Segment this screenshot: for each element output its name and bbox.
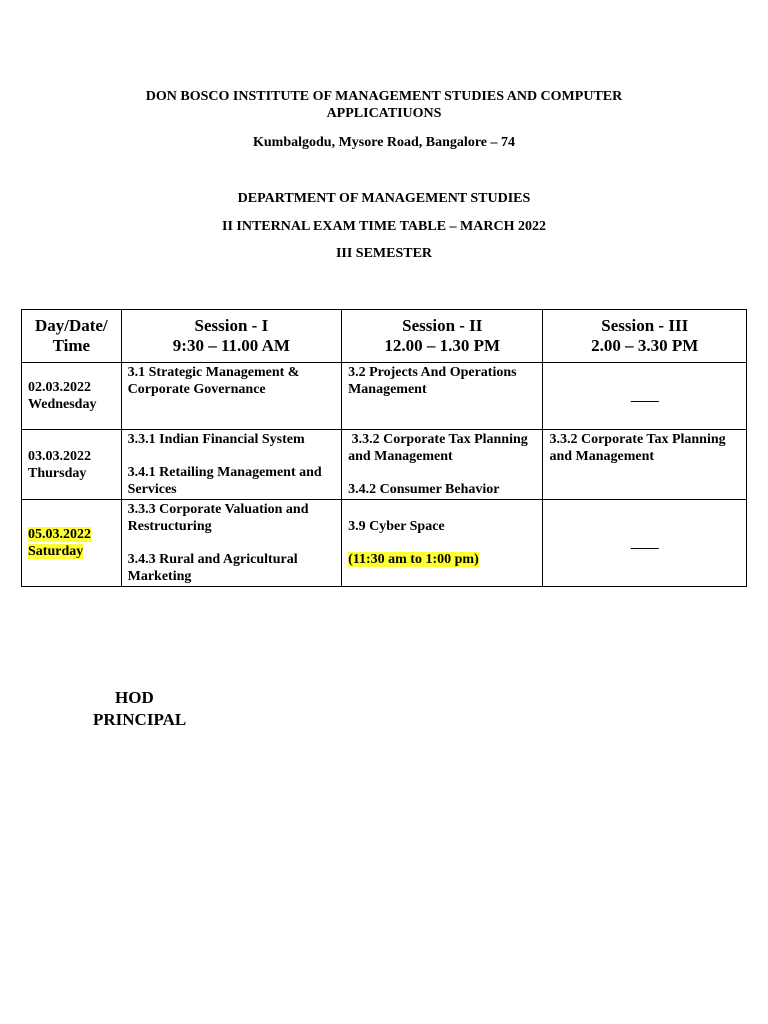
principal-signature-label: PRINCIPAL — [93, 710, 187, 729]
header-session-2 — [342, 310, 543, 363]
session-2-cell — [342, 430, 543, 500]
header-s1-line1: Session - I — [194, 316, 269, 335]
row-date-cell — [22, 363, 122, 430]
session-time-note: (11:30 am to 1:00 pm) — [348, 552, 479, 567]
table-row — [22, 500, 747, 587]
department-title: DEPARTMENT OF MANAGEMENT STUDIES — [237, 191, 531, 206]
subject-entry: 3.3.3 Corporate Valuation and Restructuring — [127, 502, 309, 534]
row-date-cell — [22, 430, 122, 500]
hod-signature-label: HOD — [115, 688, 154, 707]
row-date: 02.03.2022 — [28, 380, 91, 395]
session-1-cell — [121, 500, 341, 587]
header-s2-line2: 12.00 – 1.30 PM — [384, 336, 501, 355]
session-2-cell — [342, 500, 543, 587]
subject-entry: 3.1 Strategic Management & Corporate Governance — [127, 365, 300, 397]
header-session-1 — [121, 310, 341, 363]
subject-entry: 3.4.1 Retailing Management and Services — [127, 465, 322, 497]
header-day-date-time — [22, 310, 122, 363]
header-s1-line2: 9:30 – 11.00 AM — [172, 336, 290, 355]
subject-entry: 3.3.2 Corporate Tax Planning and Management — [348, 432, 532, 464]
empty-session-dash: ____ — [630, 535, 659, 551]
subject-entry: 3.3.1 Indian Financial System — [127, 432, 305, 447]
subject-entry: 3.2 Projects And Operations Management — [348, 365, 517, 397]
session-3-cell — [543, 500, 747, 587]
session-3-cell — [543, 430, 747, 500]
session-2-cell — [342, 363, 543, 430]
header-col0-line1: Day/Date/ — [34, 316, 108, 335]
exam-timetable — [21, 309, 747, 587]
header-s3-line1: Session - III — [601, 316, 689, 335]
row-day: Saturday — [28, 544, 84, 559]
row-date: 05.03.2022 — [28, 527, 91, 542]
session-1-cell — [121, 363, 341, 430]
subject-entry: 3.4.2 Consumer Behavior — [348, 482, 500, 497]
semester-title: III SEMESTER — [335, 246, 433, 261]
session-1-cell — [121, 430, 341, 500]
session-3-cell — [543, 363, 747, 430]
subject-entry: 3.3.2 Corporate Tax Planning and Management — [549, 432, 726, 464]
header-col0-line2: Time — [52, 336, 91, 355]
header-s3-line2: 2.00 – 3.30 PM — [591, 336, 699, 355]
subject-entry: 3.4.3 Rural and Agricultural Marketing — [127, 552, 298, 584]
row-day: Thursday — [28, 465, 87, 481]
header-s2-line1: Session - II — [402, 316, 483, 335]
table-header-row — [22, 310, 747, 363]
empty-session-dash: ____ — [630, 388, 659, 404]
institute-name-line1: DON BOSCO INSTITUTE OF MANAGEMENT STUDIES AND COMPUTER — [145, 89, 623, 104]
exam-title: II INTERNAL EXAM TIME TABLE – MARCH 2022 — [222, 219, 546, 234]
institute-address: Kumbalgodu, Mysore Road, Bangalore – 74 — [252, 135, 515, 150]
row-date: 03.03.2022 — [28, 448, 91, 464]
subject-entry: 3.9 Cyber Space — [348, 519, 445, 534]
row-date-cell — [22, 500, 122, 587]
institute-name-line2: APPLICATIUONS — [326, 106, 442, 121]
row-day: Wednesday — [28, 397, 97, 412]
table-row — [22, 363, 747, 430]
table-row — [22, 430, 747, 500]
header-session-3 — [543, 310, 747, 363]
